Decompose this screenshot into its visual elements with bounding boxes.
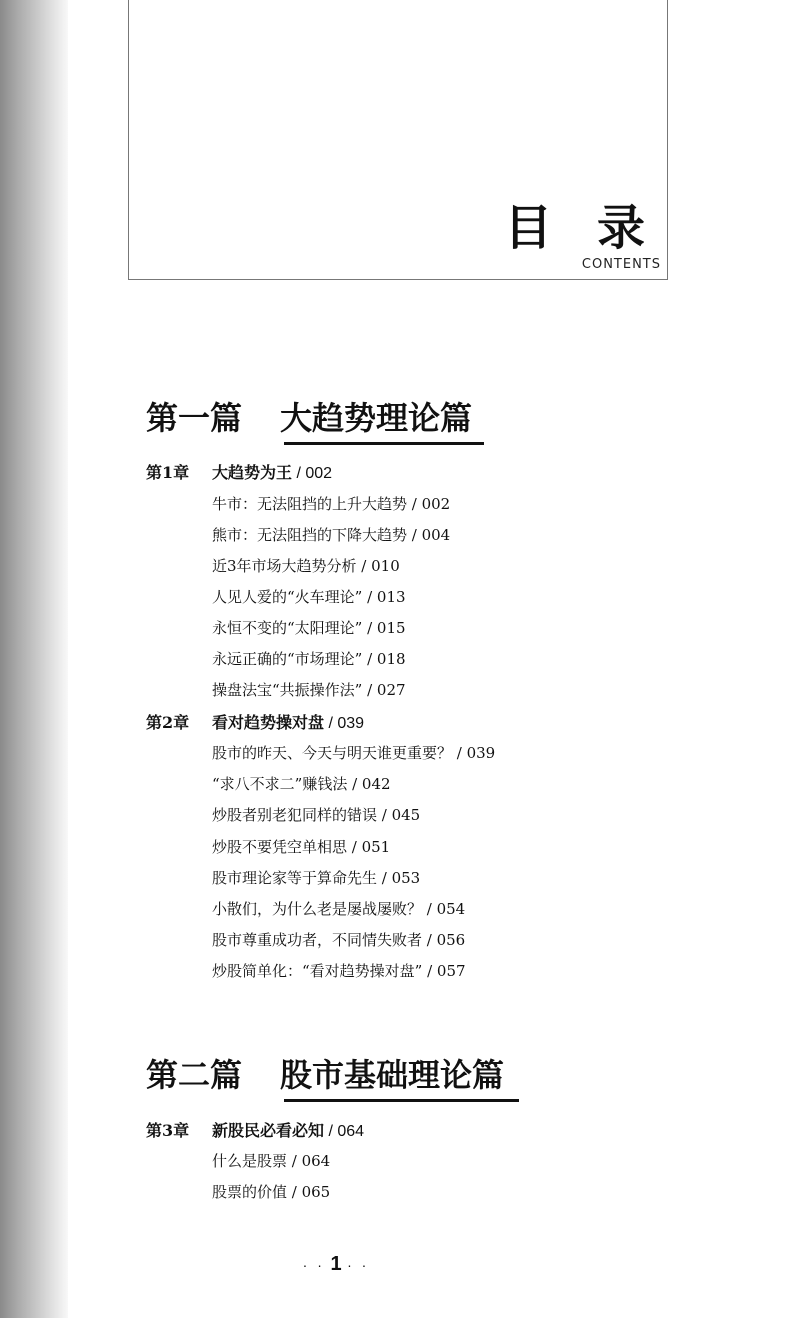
chapter-title: 大趋势为王 bbox=[212, 463, 293, 482]
part-heading bbox=[146, 399, 473, 437]
chapter-heading bbox=[146, 1123, 364, 1140]
part-heading bbox=[146, 1056, 505, 1094]
toc-entry: 炒股者别老犯同样的错误 / 045 bbox=[212, 806, 421, 824]
contents-title: 目 录 bbox=[504, 200, 659, 256]
folio-dots-left: · · bbox=[302, 1257, 325, 1273]
folio-number: 1 bbox=[330, 1253, 342, 1275]
chapter-number: 第3章 bbox=[146, 1121, 190, 1140]
book-spine-shadow bbox=[0, 0, 68, 1318]
chapter-page: / 002 bbox=[292, 465, 333, 482]
part-title: 大趋势理论篇 bbox=[280, 399, 473, 437]
toc-entry: 熊市：无法阻挡的下降大趋势 / 004 bbox=[212, 526, 451, 544]
chapter-page: / 064 bbox=[324, 1123, 365, 1140]
toc-entry: 股市理论家等于算命先生 / 053 bbox=[212, 869, 421, 887]
part-number: 第一篇 bbox=[146, 399, 243, 437]
contents-title-box bbox=[128, 0, 668, 280]
toc-entry: 炒股简单化：“看对趋势操对盘” / 057 bbox=[212, 962, 466, 980]
toc-entry: 永远正确的“市场理论” / 018 bbox=[212, 650, 406, 668]
toc-entry: 牛市：无法阻挡的上升大趋势 / 002 bbox=[212, 495, 451, 513]
toc-entry: 操盘法宝“共振操作法” / 027 bbox=[212, 681, 406, 699]
toc-entry: 永恒不变的“太阳理论” / 015 bbox=[212, 619, 406, 637]
chapter-number: 第2章 bbox=[146, 713, 190, 732]
toc-entry: 股市尊重成功者，不同情失败者 / 056 bbox=[212, 931, 466, 949]
chapter-title: 看对趋势操对盘 bbox=[212, 713, 325, 732]
toc-entry: 人见人爱的“火车理论” / 013 bbox=[212, 588, 406, 606]
toc-entry: 股市的昨天、今天与明天谁更重要？ / 039 bbox=[212, 744, 496, 762]
toc-entry: 股票的价值 / 065 bbox=[212, 1183, 331, 1201]
chapter-title: 新股民必看必知 bbox=[212, 1121, 325, 1140]
part-title: 股市基础理论篇 bbox=[280, 1056, 505, 1094]
chapter-heading bbox=[146, 715, 364, 732]
toc-entry: 近3年市场大趋势分析 / 010 bbox=[212, 557, 400, 575]
toc-entry: “求八不求二”赚钱法 / 042 bbox=[212, 775, 391, 793]
folio-dots-right: · · bbox=[347, 1257, 370, 1273]
part-title-underline bbox=[284, 442, 484, 445]
contents-subtitle: CONTENTS bbox=[581, 257, 661, 272]
toc-entry: 炒股不要凭空单相思 / 051 bbox=[212, 838, 391, 856]
part-number: 第二篇 bbox=[146, 1056, 243, 1094]
toc-entry: 什么是股票 / 064 bbox=[212, 1152, 331, 1170]
part-title-underline bbox=[284, 1099, 519, 1102]
chapter-number: 第1章 bbox=[146, 463, 190, 482]
toc-entry: 小散们，为什么老是屡战屡败？ / 054 bbox=[212, 900, 466, 918]
page-number bbox=[288, 1254, 384, 1274]
chapter-page: / 039 bbox=[324, 715, 365, 732]
chapter-heading bbox=[146, 465, 332, 482]
